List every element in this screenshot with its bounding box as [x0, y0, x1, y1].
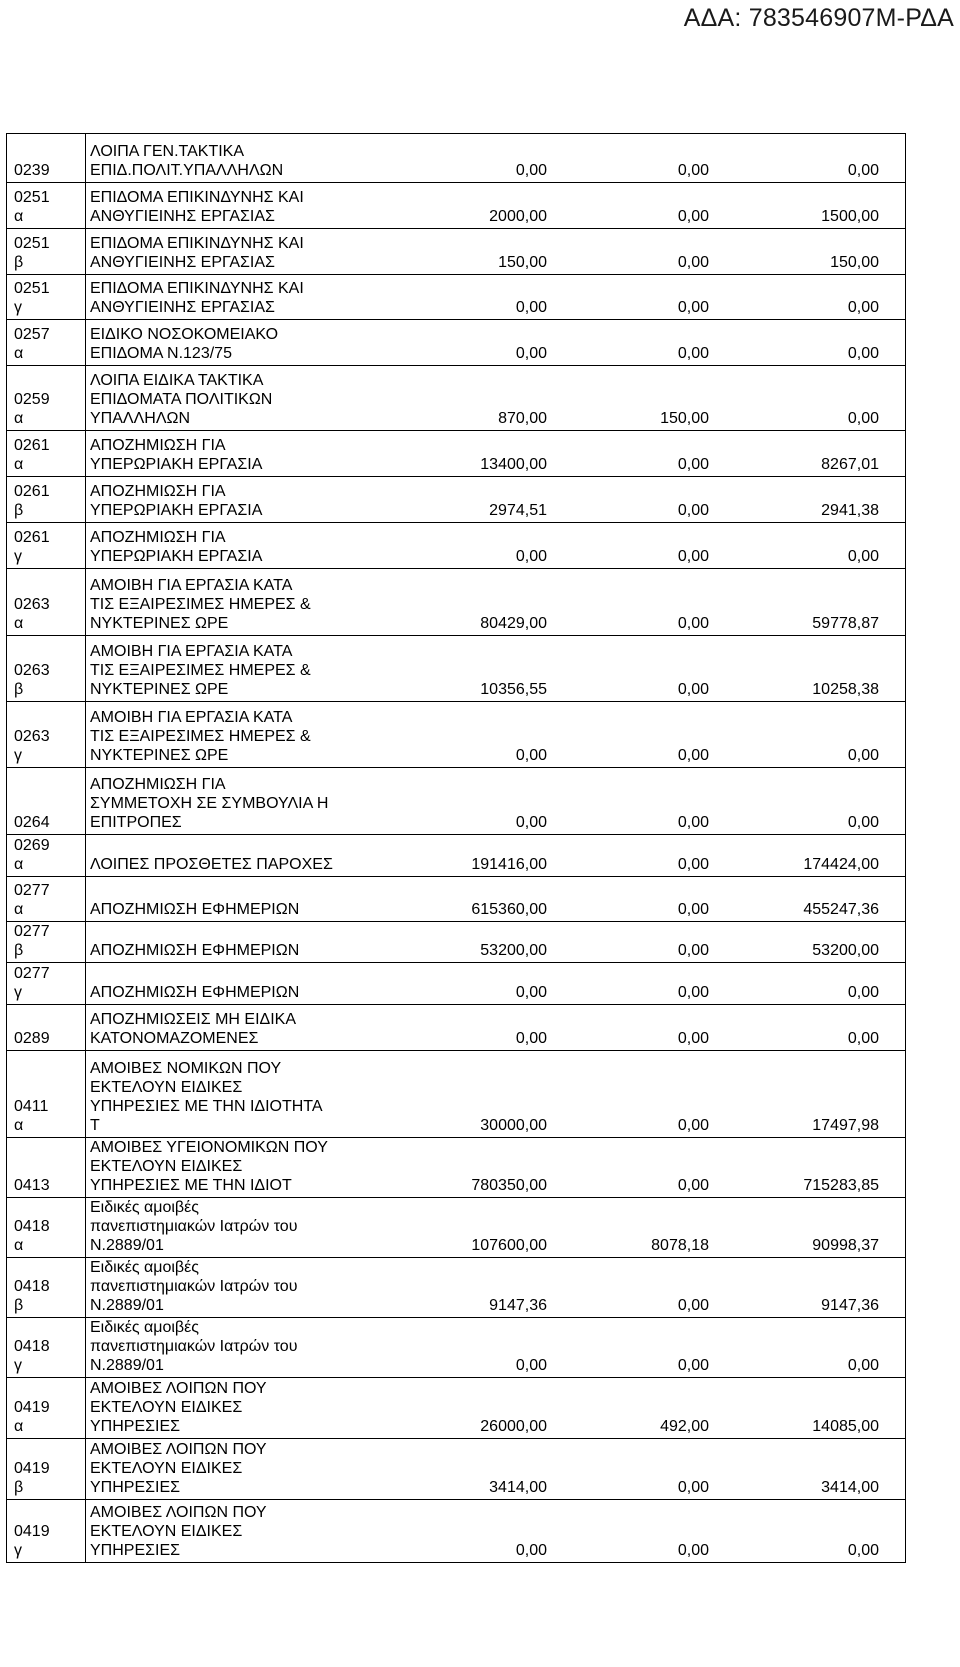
description: ΛΟΙΠΑ ΕΙΔΙΚΑ ΤΑΚΤΙΚΑ ΕΠΙΔΟΜΑΤΑ ΠΟΛΙΤΙΚΩΝ ΥΠΑΛΛΗΛΩΝ — [90, 372, 273, 427]
account-code: 0277 γ — [14, 965, 50, 1001]
amount-change: 0,00 — [677, 1357, 709, 1374]
account-code-cell — [7, 963, 86, 1005]
amount-commitment: 3414,00 — [821, 1479, 879, 1496]
account-code: 0259 α — [14, 391, 50, 427]
entry-cell — [86, 1258, 906, 1318]
table-row — [7, 1258, 906, 1318]
amount-change: 0,00 — [677, 681, 709, 698]
amount-commitment: 0,00 — [847, 814, 879, 831]
amount-change: 0,00 — [677, 615, 709, 632]
amount-change: 0,00 — [677, 456, 709, 473]
description: ΑΠΟΖΗΜΙΩΣΕΙΣ ΜΗ ΕΙΔΙΚΑ ΚΑΤΟΝΟΜΑΖΟΜΕΝΕΣ — [90, 1011, 296, 1047]
amount-change: 0,00 — [677, 814, 709, 831]
description: ΑΠΟΖΗΜΙΩΣΗ ΓΙΑ ΥΠΕΡΩΡΙΑΚΗ ΕΡΓΑΣΙΑ — [90, 437, 263, 473]
account-code-cell — [7, 835, 86, 877]
table-row — [7, 134, 906, 183]
amount-commitment: 0,00 — [847, 410, 879, 427]
amount-commitment: 9147,36 — [821, 1297, 879, 1314]
description: ΕΠΙΔΟΜΑ ΕΠΙΚΙΝΔΥΝΗΣ ΚΑΙ ΑΝΘΥΓΙΕΙΝΗΣ ΕΡΓΑΣΙΑΣ — [90, 280, 304, 316]
description: ΑΜΟΙΒΗ ΓΙΑ ΕΡΓΑΣΙΑ ΚΑΤΑ ΤΙΣ ΕΞΑΙΡΕΣΙΜΕΣ ΗΜΕΡΕΣ & ΝΥΚΤΕΡΙΝΕΣ ΩΡΕ — [90, 643, 311, 698]
amount-commitment: 0,00 — [847, 1030, 879, 1047]
amount-change: 0,00 — [677, 984, 709, 1001]
amount-change: 0,00 — [677, 1479, 709, 1496]
account-code-cell — [7, 569, 86, 636]
entry-cell — [86, 569, 906, 636]
description: Ειδικές αμοιβές πανεπιστημιακών Ιατρών του Ν.2889/01 — [90, 1319, 298, 1374]
description: ΑΠΟΖΗΜΙΩΣΗ ΓΙΑ ΥΠΕΡΩΡΙΑΚΗ ΕΡΓΑΣΙΑ — [90, 483, 263, 519]
entry-cell — [86, 1318, 906, 1378]
account-code: 0419 β — [14, 1460, 50, 1496]
entry-cell — [86, 877, 906, 922]
entry-cell — [86, 1051, 906, 1138]
table-row — [7, 1378, 906, 1439]
table-row — [7, 1051, 906, 1138]
account-code: 0418 β — [14, 1278, 50, 1314]
table-row — [7, 1500, 906, 1563]
amount-change: 492,00 — [660, 1418, 709, 1435]
account-code-cell — [7, 1500, 86, 1563]
account-code: 0289 — [14, 1030, 50, 1047]
account-code-cell — [7, 1318, 86, 1378]
account-code-cell — [7, 523, 86, 569]
account-code-cell — [7, 477, 86, 523]
amount-change: 0,00 — [677, 1297, 709, 1314]
amount-commitment: 0,00 — [847, 548, 879, 565]
table-row — [7, 275, 906, 320]
account-code: 0263 γ — [14, 728, 50, 764]
account-code: 0418 γ — [14, 1338, 50, 1374]
account-code: 0263 β — [14, 662, 50, 698]
description: ΑΜΟΙΒΕΣ ΝΟΜΙΚΩΝ ΠΟΥ ΕΚΤΕΛΟΥΝ ΕΙΔΙΚΕΣ ΥΠΗΡΕΣΙΕΣ ΜΕ ΤΗΝ ΙΔΙΟΤΗΤΑ Τ — [90, 1060, 323, 1134]
amount-commitment: 0,00 — [847, 1357, 879, 1374]
entry-cell — [86, 922, 906, 963]
amount-commitment: 14085,00 — [812, 1418, 879, 1435]
account-code-cell — [7, 1051, 86, 1138]
amount-change: 0,00 — [677, 208, 709, 225]
table-row — [7, 702, 906, 768]
entry-cell — [86, 1138, 906, 1198]
amount-commitment: 0,00 — [847, 162, 879, 179]
amount-credit: 0,00 — [515, 814, 547, 831]
table-row — [7, 183, 906, 229]
account-code-cell — [7, 768, 86, 835]
account-code: 0419 γ — [14, 1523, 50, 1559]
description: ΕΠΙΔΟΜΑ ΕΠΙΚΙΝΔΥΝΗΣ ΚΑΙ ΑΝΘΥΓΙΕΙΝΗΣ ΕΡΓΑΣΙΑΣ — [90, 235, 304, 271]
account-code-cell — [7, 431, 86, 477]
amount-commitment: 2941,38 — [821, 502, 879, 519]
entry-cell — [86, 366, 906, 431]
entry-cell — [86, 275, 906, 320]
amount-commitment: 53200,00 — [812, 942, 879, 959]
amount-change: 0,00 — [677, 548, 709, 565]
table-row — [7, 320, 906, 366]
description: ΑΜΟΙΒΕΣ ΛΟΙΠΩΝ ΠΟΥ ΕΚΤΕΛΟΥΝ ΕΙΔΙΚΕΣ ΥΠΗΡΕΣΙΕΣ — [90, 1504, 267, 1559]
amount-change: 0,00 — [677, 1117, 709, 1134]
amount-credit: 0,00 — [515, 984, 547, 1001]
amount-change: 0,00 — [677, 502, 709, 519]
amount-commitment: 0,00 — [847, 984, 879, 1001]
amount-credit: 3414,00 — [489, 1479, 547, 1496]
account-code-cell — [7, 922, 86, 963]
account-code-cell — [7, 702, 86, 768]
account-code: 0277 α — [14, 882, 50, 918]
amount-change: 0,00 — [677, 345, 709, 362]
table-row — [7, 431, 906, 477]
table-row — [7, 523, 906, 569]
amount-credit: 10356,55 — [480, 681, 547, 698]
amount-change: 0,00 — [677, 942, 709, 959]
entry-cell — [86, 835, 906, 877]
amount-change: 0,00 — [677, 1542, 709, 1559]
amount-change: 0,00 — [677, 1177, 709, 1194]
description: ΕΙΔΙΚΟ ΝΟΣΟΚΟΜΕΙΑΚΟ ΕΠΙΔΟΜΑ Ν.123/75 — [90, 326, 279, 362]
amount-change: 0,00 — [677, 856, 709, 873]
description: Ειδικές αμοιβές πανεπιστημιακών Ιατρών του Ν.2889/01 — [90, 1199, 298, 1254]
account-code: 0263 α — [14, 596, 50, 632]
amount-credit: 0,00 — [515, 747, 547, 764]
description: ΑΜΟΙΒΕΣ ΛΟΙΠΩΝ ΠΟΥ ΕΚΤΕΛΟΥΝ ΕΙΔΙΚΕΣ ΥΠΗΡΕΣΙΕΣ — [90, 1441, 267, 1496]
account-code: 0261 γ — [14, 529, 50, 565]
account-code-cell — [7, 636, 86, 702]
amount-commitment: 0,00 — [847, 299, 879, 316]
table-row — [7, 1198, 906, 1258]
amount-commitment: 8267,01 — [821, 456, 879, 473]
amount-credit: 0,00 — [515, 548, 547, 565]
amount-change: 0,00 — [677, 1030, 709, 1047]
entry-cell — [86, 477, 906, 523]
budget-table — [6, 133, 906, 1563]
account-code: 0418 α — [14, 1218, 50, 1254]
amount-credit: 53200,00 — [480, 942, 547, 959]
description: Ειδικές αμοιβές πανεπιστημιακών Ιατρών του Ν.2889/01 — [90, 1259, 298, 1314]
amount-commitment: 455247,36 — [803, 901, 879, 918]
account-code: 0257 α — [14, 326, 50, 362]
description: ΑΠΟΖΗΜΙΩΣΗ ΕΦΗΜΕΡΙΩΝ — [90, 901, 300, 918]
table-row — [7, 229, 906, 275]
table-row — [7, 1138, 906, 1198]
amount-commitment: 10258,38 — [812, 681, 879, 698]
account-code-cell — [7, 1005, 86, 1051]
amount-credit: 615360,00 — [471, 901, 547, 918]
amount-credit: 2974,51 — [489, 502, 547, 519]
amount-commitment: 17497,98 — [812, 1117, 879, 1134]
entry-cell — [86, 768, 906, 835]
amount-credit: 191416,00 — [471, 856, 547, 873]
account-code: 0413 — [14, 1177, 50, 1194]
entry-cell — [86, 1500, 906, 1563]
table-row — [7, 922, 906, 963]
amount-credit: 780350,00 — [471, 1177, 547, 1194]
amount-credit: 0,00 — [515, 162, 547, 179]
account-code-cell — [7, 1439, 86, 1500]
amount-commitment: 715283,85 — [803, 1177, 879, 1194]
account-code: 0261 α — [14, 437, 50, 473]
description: ΑΜΟΙΒΗ ΓΙΑ ΕΡΓΑΣΙΑ ΚΑΤΑ ΤΙΣ ΕΞΑΙΡΕΣΙΜΕΣ ΗΜΕΡΕΣ & ΝΥΚΤΕΡΙΝΕΣ ΩΡΕ — [90, 709, 311, 764]
description: ΛΟΙΠΑ ΓΕΝ.ΤΑΚΤΙΚΑ ΕΠΙΔ.ΠΟΛΙΤ.ΥΠΑΛΛΗΛΩΝ — [90, 143, 284, 179]
entry-cell — [86, 963, 906, 1005]
account-code: 0239 — [14, 162, 50, 179]
entry-cell — [86, 1439, 906, 1500]
account-code: 0419 α — [14, 1399, 50, 1435]
entry-cell — [86, 229, 906, 275]
amount-credit: 0,00 — [515, 1030, 547, 1047]
description: ΑΜΟΙΒΕΣ ΛΟΙΠΩΝ ΠΟΥ ΕΚΤΕΛΟΥΝ ΕΙΔΙΚΕΣ ΥΠΗΡΕΣΙΕΣ — [90, 1380, 267, 1435]
table-row — [7, 636, 906, 702]
amount-credit: 0,00 — [515, 345, 547, 362]
amount-commitment: 174424,00 — [803, 856, 879, 873]
account-code-cell — [7, 183, 86, 229]
entry-cell — [86, 320, 906, 366]
table-row — [7, 366, 906, 431]
description: ΑΠΟΖΗΜΙΩΣΗ ΕΦΗΜΕΡΙΩΝ — [90, 942, 300, 959]
entry-cell — [86, 702, 906, 768]
entry-cell — [86, 636, 906, 702]
table-row — [7, 1439, 906, 1500]
amount-commitment: 1500,00 — [821, 208, 879, 225]
amount-credit: 80429,00 — [480, 615, 547, 632]
amount-commitment: 150,00 — [830, 254, 879, 271]
amount-credit: 13400,00 — [480, 456, 547, 473]
amount-credit: 150,00 — [498, 254, 547, 271]
amount-credit: 0,00 — [515, 1357, 547, 1374]
account-code-cell — [7, 1198, 86, 1258]
description: ΑΠΟΖΗΜΙΩΣΗ ΓΙΑ ΥΠΕΡΩΡΙΑΚΗ ΕΡΓΑΣΙΑ — [90, 529, 263, 565]
account-code: 0251 α — [14, 189, 50, 225]
account-code: 0269 α — [14, 837, 50, 873]
account-code: 0264 — [14, 814, 50, 831]
amount-credit: 0,00 — [515, 1542, 547, 1559]
amount-change: 0,00 — [677, 747, 709, 764]
amount-change: 0,00 — [677, 901, 709, 918]
amount-commitment: 0,00 — [847, 345, 879, 362]
account-code-cell — [7, 1378, 86, 1439]
table-row — [7, 835, 906, 877]
description: ΑΜΟΙΒΕΣ ΥΓΕΙΟΝΟΜΙΚΩΝ ΠΟΥ ΕΚΤΕΛΟΥΝ ΕΙΔΙΚΕΣ ΥΠΗΡΕΣΙΕΣ ΜΕ ΤΗΝ ΙΔΙΟΤ — [90, 1139, 328, 1194]
amount-change: 0,00 — [677, 254, 709, 271]
table-row — [7, 1005, 906, 1051]
ada-identifier: ΑΔΑ: 783546907Μ-ΡΔΑ — [683, 4, 954, 32]
account-code-cell — [7, 229, 86, 275]
amount-commitment: 59778,87 — [812, 615, 879, 632]
amount-commitment: 0,00 — [847, 1542, 879, 1559]
amount-change: 8078,18 — [651, 1237, 709, 1254]
account-code-cell — [7, 877, 86, 922]
table-row — [7, 877, 906, 922]
description: ΑΠΟΖΗΜΙΩΣΗ ΕΦΗΜΕΡΙΩΝ — [90, 984, 300, 1001]
entry-cell — [86, 1378, 906, 1439]
account-code-cell — [7, 320, 86, 366]
amount-credit: 26000,00 — [480, 1418, 547, 1435]
entry-cell — [86, 523, 906, 569]
account-code: 0411 α — [14, 1098, 49, 1134]
amount-credit: 2000,00 — [489, 208, 547, 225]
entry-cell — [86, 134, 906, 183]
table-row — [7, 477, 906, 523]
account-code-cell — [7, 1258, 86, 1318]
description: ΕΠΙΔΟΜΑ ΕΠΙΚΙΝΔΥΝΗΣ ΚΑΙ ΑΝΘΥΓΙΕΙΝΗΣ ΕΡΓΑΣΙΑΣ — [90, 189, 304, 225]
entry-cell — [86, 1198, 906, 1258]
account-code: 0261 β — [14, 483, 50, 519]
table-row — [7, 569, 906, 636]
amount-credit: 0,00 — [515, 299, 547, 316]
amount-credit: 9147,36 — [489, 1297, 547, 1314]
table-row — [7, 768, 906, 835]
account-code: 0251 β — [14, 235, 50, 271]
entry-cell — [86, 1005, 906, 1051]
amount-credit: 870,00 — [498, 410, 547, 427]
amount-change: 0,00 — [677, 299, 709, 316]
table-row — [7, 963, 906, 1005]
account-code-cell — [7, 275, 86, 320]
amount-credit: 107600,00 — [471, 1237, 547, 1254]
entry-cell — [86, 183, 906, 229]
entry-cell — [86, 431, 906, 477]
description: ΑΠΟΖΗΜΙΩΣΗ ΓΙΑ ΣΥΜΜΕΤΟΧΗ ΣΕ ΣΥΜΒΟΥΛΙΑ Η ΕΠΙΤΡΟΠΕΣ — [90, 776, 329, 831]
amount-change: 0,00 — [677, 162, 709, 179]
account-code: 0251 γ — [14, 280, 50, 316]
amount-change: 150,00 — [660, 410, 709, 427]
account-code: 0277 β — [14, 923, 50, 959]
amount-commitment: 0,00 — [847, 747, 879, 764]
account-code-cell — [7, 366, 86, 431]
amount-credit: 30000,00 — [480, 1117, 547, 1134]
account-code-cell — [7, 1138, 86, 1198]
description: ΑΜΟΙΒΗ ΓΙΑ ΕΡΓΑΣΙΑ ΚΑΤΑ ΤΙΣ ΕΞΑΙΡΕΣΙΜΕΣ ΗΜΕΡΕΣ & ΝΥΚΤΕΡΙΝΕΣ ΩΡΕ — [90, 577, 311, 632]
account-code-cell — [7, 134, 86, 183]
description: ΛΟΙΠΕΣ ΠΡΟΣΘΕΤΕΣ ΠΑΡΟΧΕΣ — [90, 856, 333, 873]
amount-commitment: 90998,37 — [812, 1237, 879, 1254]
table-row — [7, 1318, 906, 1378]
